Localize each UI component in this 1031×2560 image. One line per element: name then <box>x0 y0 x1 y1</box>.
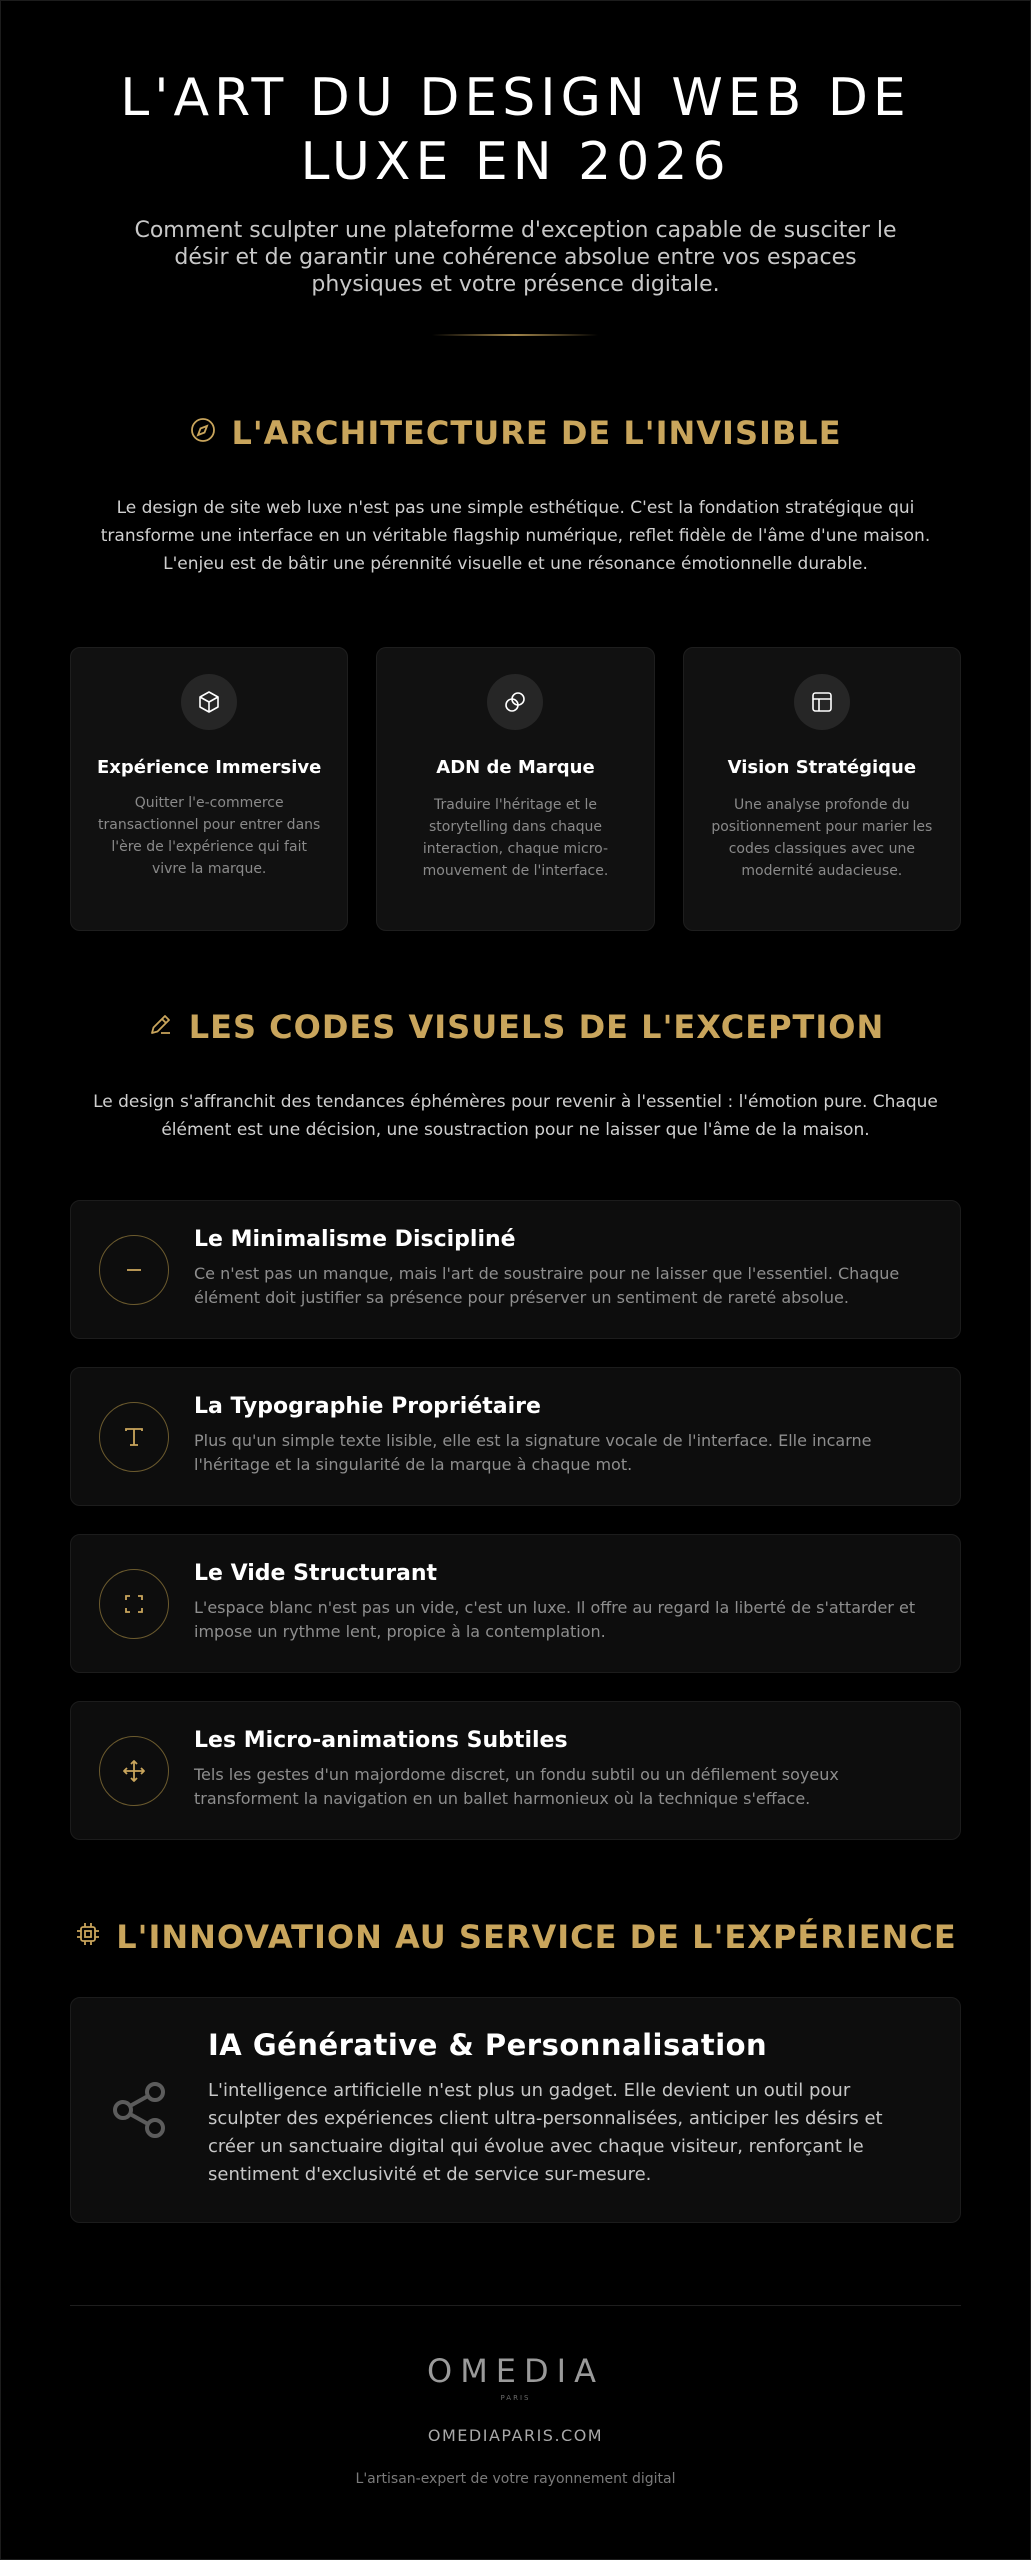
card-text: Quitter l'e-commerce transactionnel pour entrer dans l'ère de l'expérience qui fait vivre la marque. <box>98 795 321 877</box>
feature-text: Plus qu'un simple texte lisible, elle est la signature vocale de l'interface. Elle incarne l'héritage et la singularité de la marque à chaque mot. <box>194 1431 872 1474</box>
ia-card <box>70 1997 961 2223</box>
feature-typographie <box>70 1367 961 1506</box>
card-experience <box>70 647 348 931</box>
compass-icon <box>189 414 217 452</box>
section-title-text: LES CODES VISUELS DE L'EXCEPTION <box>188 1008 885 1046</box>
hero-subtitle: Comment sculpter une plateforme d'exception capable de susciter le désir et de garantir une cohérence absolue entre vos espaces physiques et votre présence digitale. <box>134 218 897 297</box>
minus-icon <box>99 1235 169 1305</box>
logo-subtitle: PARIS <box>500 2394 531 2402</box>
hero-title: L'ART DU DESIGN WEB DE LUXE EN 2026 <box>120 68 911 192</box>
cube-icon <box>181 674 237 730</box>
card-text: Une analyse profonde du positionnement pour marier les codes classiques avec une modernité audacieuse. <box>711 797 933 879</box>
share-icon <box>109 2078 173 2142</box>
feature-title: Le Minimalisme Discipliné <box>194 1227 516 1252</box>
hero-divider <box>432 334 598 336</box>
frame-icon <box>99 1569 169 1639</box>
feature-text: Tels les gestes d'un majordome discret, un fondu subtil ou un défilement soyeux transforment la navigation en un ballet harmonieux où la technique s'efface. <box>194 1765 839 1808</box>
chip-icon <box>74 1918 102 1956</box>
ia-card-text: L'intelligence artificielle n'est plus un gadget. Elle devient un outil pour sculpter des expériences client ultra-personnalisées, anticiper les désirs et créer un sanctuaire digital qui évolue avec chaque visiteur, renforçant le sentiment d'exclusivité et de service sur-mesure. <box>208 2080 883 2185</box>
feature-title: La Typographie Propriétaire <box>194 1394 541 1419</box>
feature-title: Le Vide Structurant <box>194 1561 438 1586</box>
card-vision <box>683 647 961 931</box>
card-title: ADN de Marque <box>436 757 595 778</box>
website-link[interactable]: OMEDIAPARIS.COM <box>427 2426 604 2445</box>
section-title-text: L'INNOVATION AU SERVICE DE L'EXPÉRIENCE <box>116 1918 957 1956</box>
footer-tagline: L'artisan-expert de votre rayonnement digital <box>355 2471 676 2487</box>
card-title: Vision Stratégique <box>727 757 917 778</box>
layout-icon <box>794 674 850 730</box>
move-icon <box>99 1736 169 1806</box>
feature-text: Ce n'est pas un manque, mais l'art de soustraire pour ne laisser que l'essentiel. Chaque élément doit justifier sa présence pour préserver un sentiment de rareté absolue. <box>194 1264 900 1307</box>
type-icon <box>99 1402 169 1472</box>
feature-vide <box>70 1534 961 1673</box>
feature-title: Les Micro-animations Subtiles <box>194 1728 568 1753</box>
section-title-text: L'ARCHITECTURE DE L'INVISIBLE <box>231 414 842 452</box>
pillars-cards <box>70 647 961 931</box>
pen-icon <box>147 1008 175 1046</box>
feature-animations <box>70 1701 961 1840</box>
feature-minimalisme <box>70 1200 961 1339</box>
card-title: Expérience Immersive <box>97 757 322 778</box>
card-text: Traduire l'héritage et le storytelling dans chaque interaction, chaque micro-mouvement de l'interface. <box>422 797 609 879</box>
ia-card-title: IA Générative & Personnalisation <box>208 2028 768 2062</box>
section-codes-text: Le design s'affranchit des tendances éphémères pour revenir à l'essentiel : l'émotion pure. Chaque élément est une décision, une soustraction pour ne laisser que l'âme de la maison. <box>93 1092 938 1140</box>
section-innovation-title <box>70 1918 961 1956</box>
section-architecture-title <box>70 414 961 452</box>
section-codes-title <box>70 1008 961 1046</box>
shapes-icon <box>487 674 543 730</box>
omedia-logo[interactable]: OMEDIA <box>427 2352 604 2390</box>
card-adn <box>376 647 654 931</box>
feature-text: L'espace blanc n'est pas un vide, c'est un luxe. Il offre au regard la liberté de s'attarder et impose un rythme lent, propice à la contemplation. <box>194 1598 916 1641</box>
section-architecture-text: Le design de site web luxe n'est pas une simple esthétique. C'est la fondation stratégique qui transforme une interface en un véritable flagship numérique, reflet fidèle de l'âme d'une maison. L'enjeu est de bâtir une pérennité visuelle et une résonance émotionnelle durable. <box>100 498 931 574</box>
footer-divider <box>70 2305 961 2306</box>
